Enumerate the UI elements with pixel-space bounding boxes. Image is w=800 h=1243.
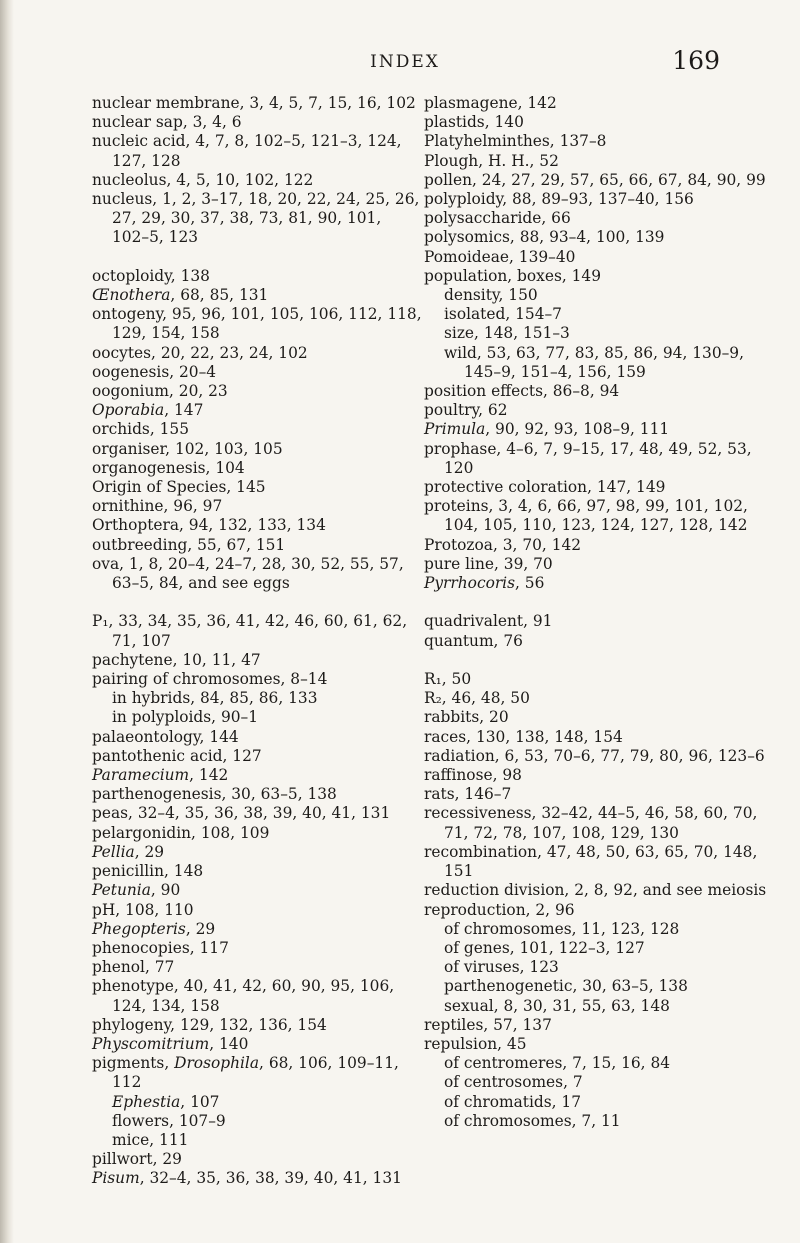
index-entry: Platyhelminthes, 137–8 (424, 132, 607, 151)
index-subentry: of chromosomes, 7, 11 (444, 1111, 621, 1130)
entry-term-italic: Primula (424, 420, 486, 439)
index-entry: phenol, 77 (92, 958, 175, 977)
index-entry: ornithine, 96, 97 (92, 497, 223, 516)
index-entry: oocytes, 20, 22, 23, 24, 102 (92, 343, 308, 362)
index-entry: parthenogenesis, 30, 63–5, 138 (92, 785, 337, 804)
running-title: INDEX (370, 52, 440, 72)
index-entry: ontogeny, 95, 96, 101, 105, 106, 112, 118, 129, 154, 158 (92, 305, 422, 343)
index-entry (92, 881, 422, 900)
index-entry: Origin of Species, 145 (92, 478, 266, 497)
index-entry: peas, 32–4, 35, 36, 38, 39, 40, 41, 131 (92, 804, 391, 823)
index-entry: polyploidy, 88, 89–93, 137–40, 156 (424, 190, 694, 209)
index-entry (424, 574, 769, 593)
index-entry: population, boxes, 149 (424, 266, 602, 285)
entry-pages: , 90, 92, 93, 108–9, 111 (485, 420, 670, 439)
index-entry: P₁, 33, 34, 35, 36, 41, 42, 46, 60, 61, 62, 71, 107 (92, 612, 408, 650)
index-entry (92, 843, 422, 862)
index-entry: repulsion, 45 (424, 1034, 527, 1053)
index-entry: Protozoa, 3, 70, 142 (424, 535, 582, 554)
index-subentry: isolated, 154–7 (444, 305, 562, 324)
index-entry: nucleolus, 4, 5, 10, 102, 122 (92, 170, 314, 189)
index-entry: organogenesis, 104 (92, 458, 245, 477)
index-entry: pachytene, 10, 11, 47 (92, 650, 261, 669)
entry-pages: , 29 (185, 919, 216, 938)
letter-gap (92, 593, 422, 612)
index-entry: recombination, 47, 48, 50, 63, 65, 70, 148, 151 (424, 842, 758, 881)
index-entry (92, 286, 422, 305)
index-entry: pillwort, 29 (92, 1150, 182, 1169)
index-entry: pelargonidin, 108, 109 (92, 823, 270, 842)
index-entry (92, 1035, 422, 1054)
index-column-right (424, 94, 769, 1131)
letter-gap (424, 593, 769, 612)
index-subentry: flowers, 107–9 (112, 1111, 226, 1130)
entry-term-italic: Œnothera (92, 286, 171, 305)
index-subentry: of centrosomes, 7 (444, 1073, 583, 1092)
index-entry: prophase, 4–6, 7, 9–15, 17, 48, 49, 52, 53, 120 (424, 439, 752, 477)
index-entry: nuclear membrane, 3, 4, 5, 7, 15, 16, 102 (92, 94, 416, 112)
index-entry: oogenesis, 20–4 (92, 362, 217, 381)
index-entry: penicillin, 148 (92, 862, 204, 881)
index-entry: phylogeny, 129, 132, 136, 154 (92, 1015, 327, 1034)
index-entry: plastids, 140 (424, 113, 524, 132)
index-subentry: wild, 53, 63, 77, 83, 85, 86, 94, 130–9, 145–9, 151–4, 156, 159 (444, 343, 744, 381)
entry-pages: , 147 (164, 401, 204, 420)
index-entry: phenocopies, 117 (92, 938, 229, 957)
entry-prefix: pigments, (92, 1054, 175, 1073)
letter-gap (92, 248, 422, 267)
index-entry: pH, 108, 110 (92, 900, 194, 919)
entry-pages: , 90 (150, 881, 181, 900)
index-entry: raffinose, 98 (424, 766, 522, 785)
entry-term-italic: Oporabia (92, 401, 165, 420)
index-entry: nucleus, 1, 2, 3–17, 18, 20, 22, 24, 25, 26, 27, 29, 30, 37, 38, 73, 81, 90, 101, 102–5, 123 (92, 190, 420, 247)
index-entry (92, 766, 422, 785)
entry-term-italic: Physcomitrium (92, 1034, 210, 1053)
index-subentry: of chromosomes, 11, 123, 128 (444, 919, 680, 938)
index-entry: rats, 146–7 (424, 785, 512, 804)
index-entry: protective coloration, 147, 149 (424, 478, 666, 497)
index-entry: nucleic acid, 4, 7, 8, 102–5, 121–3, 124, 127, 128 (92, 132, 402, 170)
letter-gap (424, 651, 769, 670)
index-entry: position effects, 86–8, 94 (424, 382, 620, 401)
index-entry: races, 130, 138, 148, 154 (424, 727, 623, 746)
entry-term-italic: Pisum (92, 1169, 140, 1188)
index-entry: octoploidy, 138 (92, 266, 210, 285)
entry-pages: , 32–4, 35, 36, 38, 39, 40, 41, 131 (139, 1169, 402, 1188)
index-entry: proteins, 3, 4, 6, 66, 97, 98, 99, 101, 102, 104, 105, 110, 123, 124, 127, 128, 142 (424, 497, 748, 535)
index-subentry: in polyploids, 90–1 (112, 708, 259, 727)
index-entry: quantum, 76 (424, 631, 523, 650)
index-subentry: of viruses, 123 (444, 958, 559, 977)
index-entry: pollen, 24, 27, 29, 57, 65, 66, 67, 84, 90, 99 (424, 170, 766, 189)
index-subentry: mice, 111 (112, 1130, 189, 1149)
index-entry (92, 401, 422, 420)
entry-pages: , 56 (515, 574, 545, 593)
index-entry: pairing of chromosomes, 8–14 (92, 670, 328, 689)
index-entry: pure line, 39, 70 (424, 554, 553, 573)
index-entry: nuclear sap, 3, 4, 6 (92, 113, 242, 132)
page-binding-edge (0, 0, 14, 1243)
entry-term-italic: Phegopteris (92, 919, 186, 938)
index-subentry: of chromatids, 17 (444, 1092, 582, 1111)
index-entry: polysomics, 88, 93–4, 100, 139 (424, 228, 665, 247)
page-header (90, 46, 720, 86)
index-entry (424, 420, 769, 439)
index-entry: poultry, 62 (424, 401, 508, 420)
entry-term-italic: Petunia (92, 881, 151, 900)
index-subentry: size, 148, 151–3 (444, 324, 570, 343)
index-entry: rabbits, 20 (424, 708, 509, 727)
index-entry: plasmagene, 142 (424, 94, 557, 112)
index-entry: phenotype, 40, 41, 42, 60, 90, 95, 106, 124, 134, 158 (92, 977, 395, 1015)
page-number: 169 (672, 46, 720, 75)
index-entry: R₂, 46, 48, 50 (424, 689, 530, 708)
index-column-left (92, 94, 422, 1189)
index-entry (92, 1054, 422, 1092)
entry-term-italic: Pellia (92, 842, 135, 861)
entry-pages: , 29 (134, 842, 165, 861)
index-entry: reproduction, 2, 96 (424, 900, 575, 919)
entry-pages: , 68, 85, 131 (170, 286, 269, 305)
index-subentry: in hybrids, 84, 85, 86, 133 (112, 689, 318, 708)
index-subentry: of genes, 101, 122–3, 127 (444, 938, 645, 957)
index-subentry: density, 150 (444, 286, 538, 305)
entry-pages: , 140 (209, 1034, 249, 1053)
index-entry: radiation, 6, 53, 70–6, 77, 79, 80, 96, 123–6 (424, 746, 765, 765)
index-subentry: sexual, 8, 30, 31, 55, 63, 148 (444, 996, 670, 1015)
index-entry: recessiveness, 32–42, 44–5, 46, 58, 60, 70, 71, 72, 78, 107, 108, 129, 130 (424, 804, 758, 842)
index-entry: oogonium, 20, 23 (92, 382, 228, 401)
entry-term-italic: Ephestia (112, 1092, 181, 1111)
index-entry (92, 920, 422, 939)
index-entry: Pomoideae, 139–40 (424, 247, 576, 266)
index-entry (92, 1169, 422, 1188)
index-subentry: of centromeres, 7, 15, 16, 84 (444, 1054, 671, 1073)
index-entry: quadrivalent, 91 (424, 612, 553, 631)
index-subentry (92, 1093, 422, 1112)
index-entry: orchids, 155 (92, 420, 189, 439)
entry-term-italic: Paramecium (92, 766, 190, 785)
index-entry: polysaccharide, 66 (424, 209, 571, 228)
entry-pages: , 142 (189, 766, 229, 785)
entry-pages: , 107 (180, 1092, 220, 1111)
entry-term-italic: Drosophila (174, 1054, 260, 1073)
index-entry: Plough, H. H., 52 (424, 151, 559, 170)
index-entry: pantothenic acid, 127 (92, 746, 262, 765)
index-entry: organiser, 102, 103, 105 (92, 439, 283, 458)
entry-term-italic: Pyrrhocoris (424, 574, 516, 593)
entry-pages: , 68, 106, 109–11, 112 (112, 1054, 399, 1092)
index-entry: outbreeding, 55, 67, 151 (92, 535, 286, 554)
index-entry: Orthoptera, 94, 132, 133, 134 (92, 516, 326, 535)
index-entry: reptiles, 57, 137 (424, 1015, 552, 1034)
index-entry: reduction division, 2, 8, 92, and see meiosis (424, 881, 767, 900)
index-subentry: parthenogenetic, 30, 63–5, 138 (444, 977, 688, 996)
index-entry: palaeontology, 144 (92, 727, 239, 746)
index-entry: ova, 1, 8, 20–4, 24–7, 28, 30, 52, 55, 57, 63–5, 84, and see eggs (92, 554, 404, 593)
index-entry: R₁, 50 (424, 670, 472, 689)
